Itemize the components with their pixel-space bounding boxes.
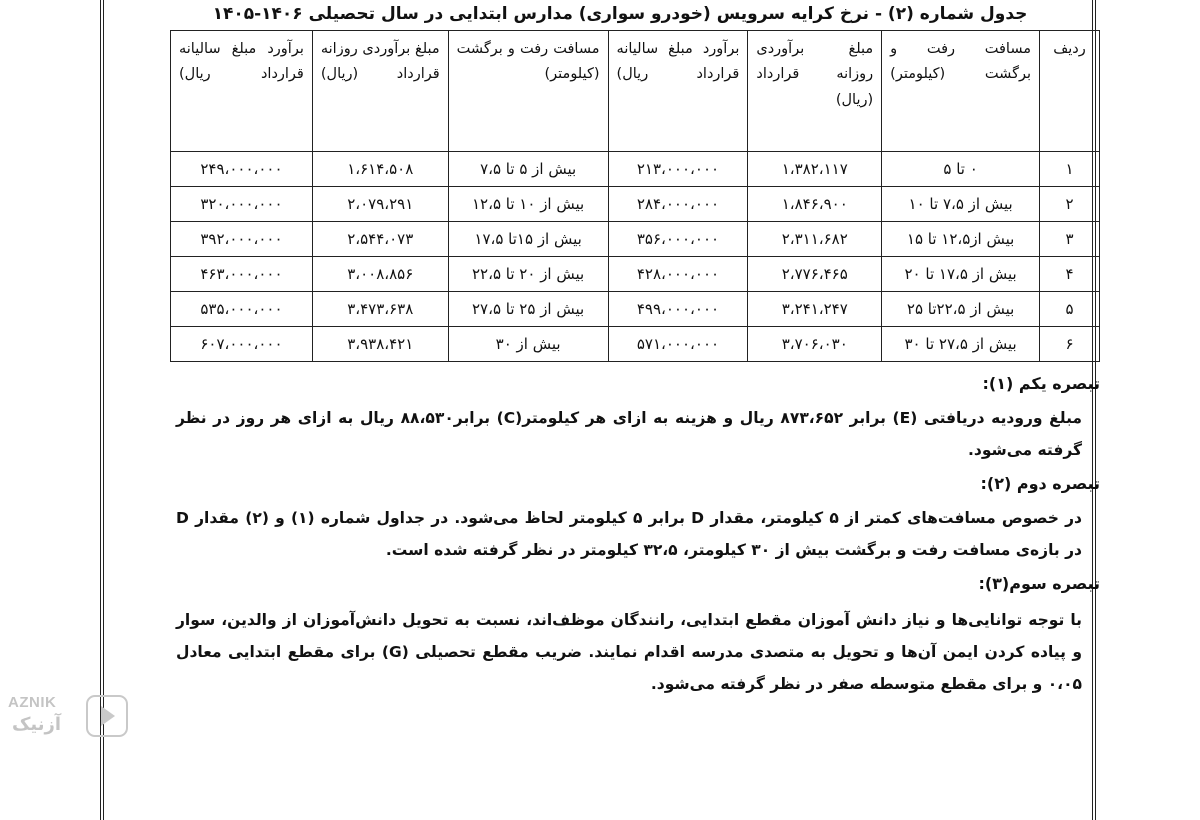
table-cell: ۲۸۴،۰۰۰،۰۰۰ bbox=[608, 187, 748, 222]
table-cell: ۱،۳۸۲،۱۱۷ bbox=[748, 152, 882, 187]
watermark-text-fa: آزنیک bbox=[12, 714, 62, 735]
note-3-text: با توجه توانایی‌ها و نیاز دانش آموزان مقطع ابتدایی، رانندگان موظف‌اند، نسبت به تحویل دانش‌آموزان از والدین، سوار و پیاده کردن ایمن آن‌ها و تحویل به متصدی مدرسه اقدام نمایند. ضریب مقطع تحصیلی (G) برای مقطع ابتدایی معادل ۰،۰۵ و برای مقطع متوسطه صفر در نظر گرفته می‌شود. bbox=[176, 611, 1082, 693]
watermark bbox=[0, 690, 135, 752]
table-cell: بیش از ۲۰ تا ۲۲،۵ bbox=[448, 257, 608, 292]
table-cell: ۲،۰۷۹،۲۹۱ bbox=[312, 187, 448, 222]
table-cell: بیش از ۷،۵ تا ۱۰ bbox=[882, 187, 1040, 222]
table-row bbox=[171, 257, 1100, 292]
table-cell: ۳،۲۴۱،۲۴۷ bbox=[748, 292, 882, 327]
table-title: جدول شماره (۲) - نرخ کرایه سرویس (خودرو سواری) مدارس ابتدایی در سال تحصیلی ۱۴۰۶-۱۴۰۵ bbox=[212, 4, 1028, 24]
note-2-text: در خصوص مسافت‌های کمتر از ۵ کیلومتر، مقدار D برابر ۵ کیلومتر لحاظ می‌شود. در جداول شماره (۱) و (۲) مقدار D در بازه‌ی مسافت رفت و برگشت بیش از ۳۰ کیلومتر، ۳۲،۵ کیلومتر در نظر گرفته شده است. bbox=[176, 509, 1082, 559]
table-cell: بیش از ۱۵تا ۱۷،۵ bbox=[448, 222, 608, 257]
table-cell: ۱،۸۴۶،۹۰۰ bbox=[748, 187, 882, 222]
table-cell: ۴۶۳،۰۰۰،۰۰۰ bbox=[171, 257, 313, 292]
table-cell: بیش از ۳۰ bbox=[448, 327, 608, 362]
table-cell: بیش از ۱۷،۵ تا ۲۰ bbox=[882, 257, 1040, 292]
column-header: مسافت رفت و برگشت (کیلومتر) bbox=[882, 31, 1040, 152]
table-cell: بیش از ۲۲،۵تا ۲۵ bbox=[882, 292, 1040, 327]
note-1-text: مبلغ ورودیه دریافتی (E) برابر ۸۷۳،۶۵۲ ریال و هزینه به ازای هر کیلومتر(C) برابر۸۸،۵۳۰ ریال به ازای هر روز در نظر گرفته می‌شود. bbox=[176, 409, 1083, 459]
column-header: مبلغ برآوردی روزانه قرارداد (ریال) bbox=[748, 31, 882, 152]
document-page bbox=[160, 0, 1100, 800]
table-cell: ۶۰۷،۰۰۰،۰۰۰ bbox=[171, 327, 313, 362]
table-cell: بیش از ۵ تا ۷،۵ bbox=[448, 152, 608, 187]
note-2-title: تبصره دوم (۲): bbox=[980, 474, 1100, 493]
table-cell: ۵ bbox=[1040, 292, 1100, 327]
table-cell: ۱،۶۱۴،۵۰۸ bbox=[312, 152, 448, 187]
table-row bbox=[171, 187, 1100, 222]
table-cell: ۵۳۵،۰۰۰،۰۰۰ bbox=[171, 292, 313, 327]
column-header: برآورد مبلغ سالیانه قرارداد ریال) bbox=[608, 31, 748, 152]
table-cell: ۳۵۶،۰۰۰،۰۰۰ bbox=[608, 222, 748, 257]
fare-table bbox=[170, 30, 1100, 362]
play-icon bbox=[86, 695, 128, 737]
table-cell: ۴۹۹،۰۰۰،۰۰۰ bbox=[608, 292, 748, 327]
table-cell: ۲۴۹،۰۰۰،۰۰۰ bbox=[171, 152, 313, 187]
table-cell: ۳۲۰،۰۰۰،۰۰۰ bbox=[171, 187, 313, 222]
table-cell: ۰ تا ۵ bbox=[882, 152, 1040, 187]
table-cell: ۲۱۳،۰۰۰،۰۰۰ bbox=[608, 152, 748, 187]
column-header: مبلغ برآوردی روزانه قرارداد (ریال) bbox=[312, 31, 448, 152]
table-header-row bbox=[171, 31, 1100, 152]
watermark-text-en: AZNIK bbox=[8, 694, 57, 711]
table-cell: ۲،۵۴۴،۰۷۳ bbox=[312, 222, 448, 257]
table-cell: ۳ bbox=[1040, 222, 1100, 257]
table-cell: ۵۷۱،۰۰۰،۰۰۰ bbox=[608, 327, 748, 362]
table-row bbox=[171, 152, 1100, 187]
table-cell: ۱ bbox=[1040, 152, 1100, 187]
column-header: برآورد مبلغ سالیانه قرارداد ریال) bbox=[171, 31, 313, 152]
table-row bbox=[171, 292, 1100, 327]
table-cell: بیش از۱۲،۵ تا ۱۵ bbox=[882, 222, 1040, 257]
table-cell: ۳۹۲،۰۰۰،۰۰۰ bbox=[171, 222, 313, 257]
table-cell: ۲،۳۱۱،۶۸۲ bbox=[748, 222, 882, 257]
table-cell: ۲ bbox=[1040, 187, 1100, 222]
table-cell: بیش از ۲۷،۵ تا ۳۰ bbox=[882, 327, 1040, 362]
table-cell: ۲،۷۷۶،۴۶۵ bbox=[748, 257, 882, 292]
table-cell: ۴ bbox=[1040, 257, 1100, 292]
table-cell: ۳،۰۰۸،۸۵۶ bbox=[312, 257, 448, 292]
table-row bbox=[171, 327, 1100, 362]
table-row bbox=[171, 222, 1100, 257]
table-cell: بیش از ۱۰ تا ۱۲،۵ bbox=[448, 187, 608, 222]
table-cell: ۳،۹۳۸،۴۲۱ bbox=[312, 327, 448, 362]
column-header: ردیف bbox=[1040, 31, 1100, 152]
table-cell: ۳،۴۷۳،۶۳۸ bbox=[312, 292, 448, 327]
table-cell: ۳،۷۰۶،۰۳۰ bbox=[748, 327, 882, 362]
table-cell: بیش از ۲۵ تا ۲۷،۵ bbox=[448, 292, 608, 327]
notes-section bbox=[170, 366, 1100, 700]
table-cell: ۶ bbox=[1040, 327, 1100, 362]
table-cell: ۴۲۸،۰۰۰،۰۰۰ bbox=[608, 257, 748, 292]
note-1-title: تبصره یکم (۱): bbox=[982, 374, 1100, 393]
column-header: مسافت رفت و برگشت (کیلومتر) bbox=[448, 31, 608, 152]
note-3-title: تبصره سوم(۳): bbox=[978, 574, 1100, 593]
